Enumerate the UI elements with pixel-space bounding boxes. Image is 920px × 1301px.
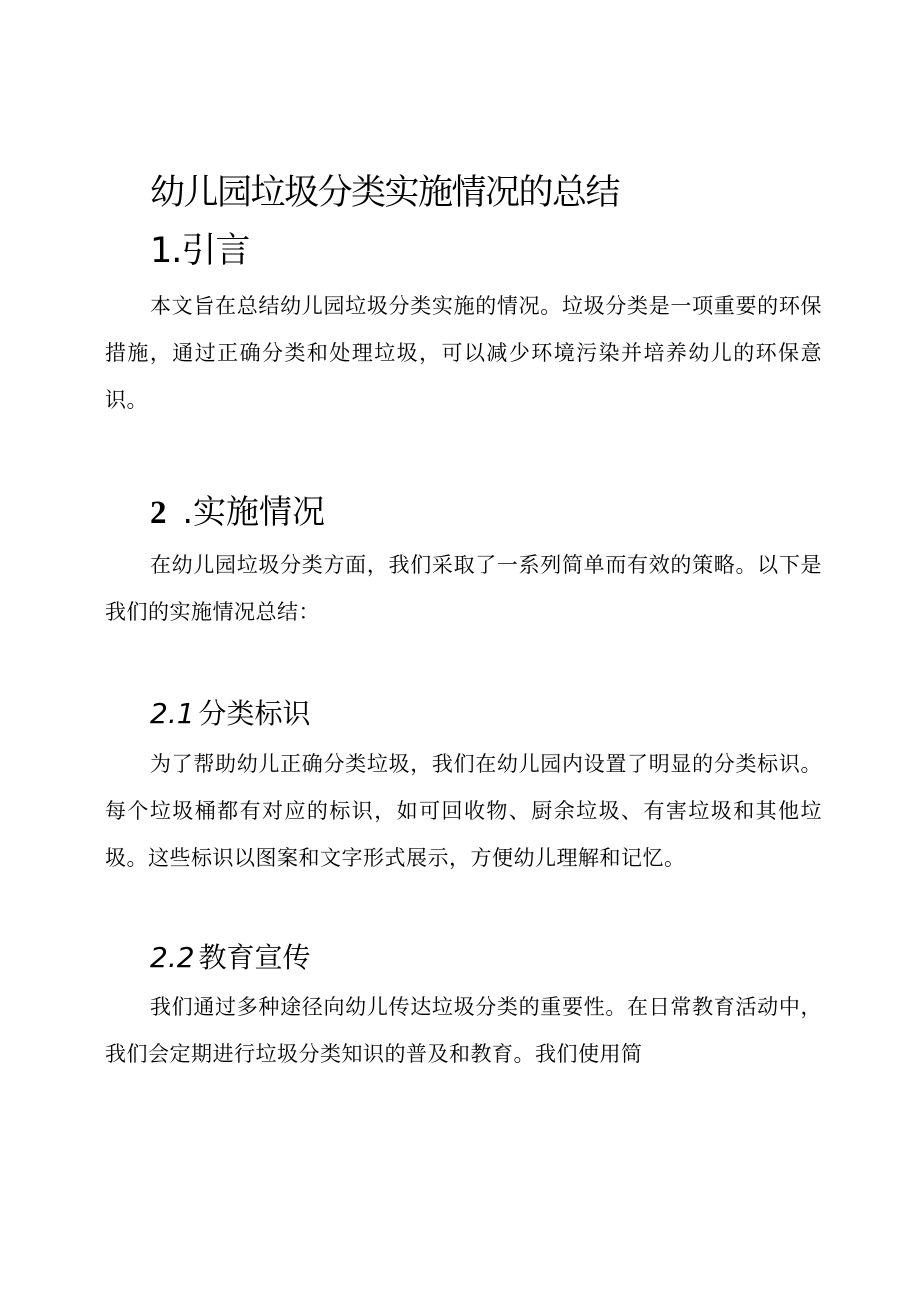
section-2-heading-text: .实施情况 bbox=[182, 492, 325, 531]
section-2-1-heading-text: 分类标识 bbox=[198, 697, 311, 730]
section-2-1-heading-number: 2.1 bbox=[150, 697, 195, 730]
section-2-1-paragraph: 为了帮助幼儿正确分类垃圾，我们在幼儿园内设置了明显的分类标识。每个垃圾桶都有对应的标识，如可回收物、厨余垃圾、有害垃圾和其他垃圾。这些标识以图案和文字形式展示，方便幼儿理解和记忆。 bbox=[105, 752, 822, 870]
section-2-2-heading bbox=[150, 938, 311, 978]
section-2-heading bbox=[150, 488, 325, 537]
section-2-2-heading-text: 教育宣传 bbox=[198, 941, 311, 974]
section-2-2-heading-number: 2.2 bbox=[150, 941, 195, 974]
document-title: 幼儿园垃圾分类实施情况的总结 bbox=[150, 173, 620, 213]
section-2-paragraph: 在幼儿园垃圾分类方面，我们采取了一系列简单而有效的策略。以下是我们的实施情况总结： bbox=[105, 553, 822, 624]
section-2-heading-number: 2 bbox=[150, 495, 167, 531]
section-2-2-paragraph: 我们通过多种途径向幼儿传达垃圾分类的重要性。在日常教育活动中，我们会定期进行垃圾分类知识的普及和教育。我们使用简 bbox=[105, 995, 822, 1066]
section-1-heading: 1.引言 bbox=[150, 231, 250, 271]
section-2-1-heading bbox=[150, 694, 311, 734]
section-1-paragraph: 本文旨在总结幼儿园垃圾分类实施的情况。垃圾分类是一项重要的环保措施，通过正确分类和处理垃圾，可以减少环境污染并培养幼儿的环保意识。 bbox=[105, 294, 822, 412]
